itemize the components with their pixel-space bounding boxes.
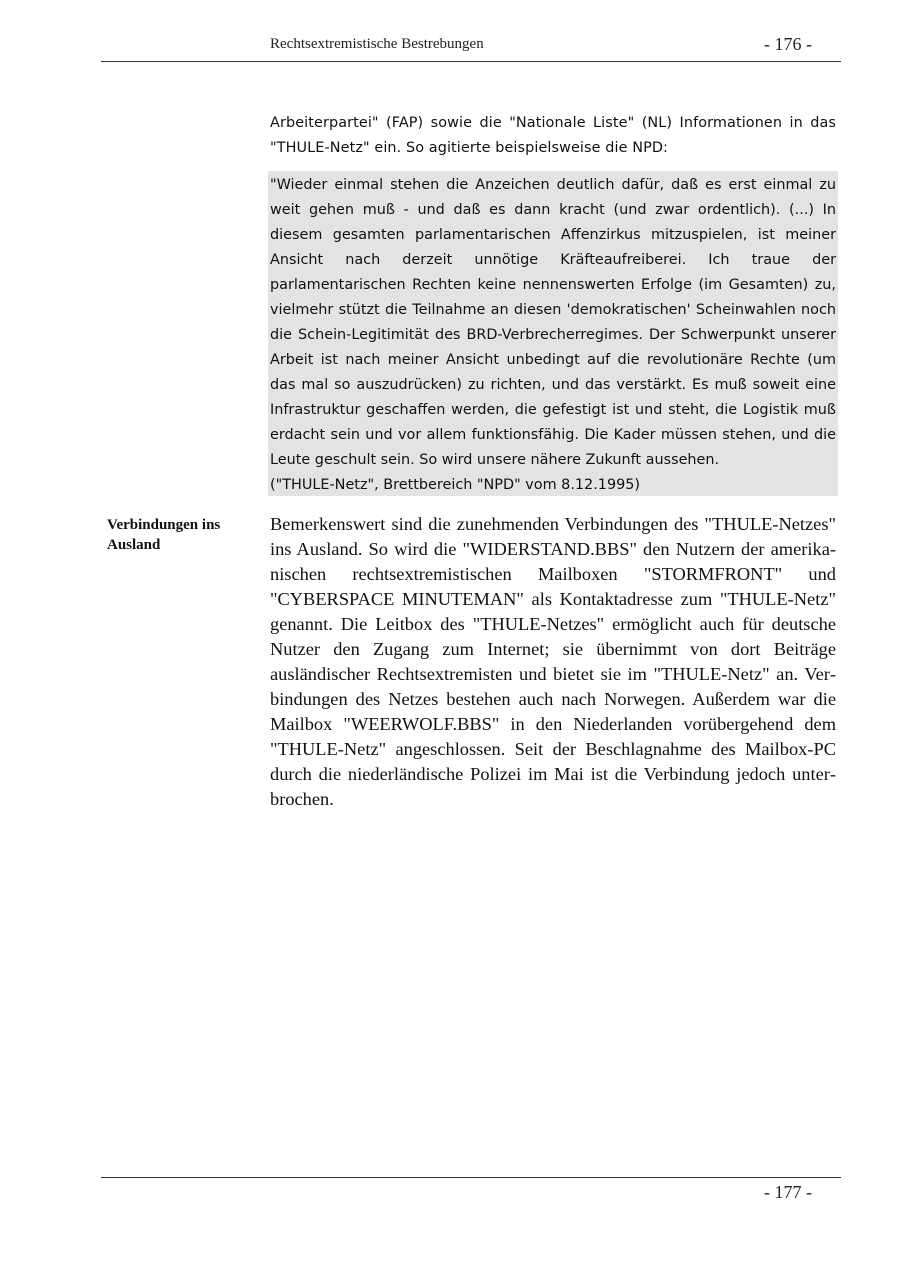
- quote-source: ("THULE-Netz", Brettbereich "NPD" vom 8.12.1995): [270, 477, 641, 493]
- header-page-number: - 176 -: [764, 34, 812, 54]
- side-heading: Verbindungen ins Ausland: [107, 517, 221, 553]
- running-header-title: Rechtsextremistische Bestrebungen: [270, 36, 484, 52]
- header-rule: [101, 61, 841, 62]
- intro-paragraph: Arbeiterpartei" (FAP) sowie die "Nationale Liste" (NL) Informationen in das "THULE-Netz" ein. So agitierte beispielsweise die NPD:: [270, 115, 836, 156]
- footer-page-number: - 177 -: [764, 1182, 812, 1202]
- quote-text: "Wieder einmal stehen die Anzeichen deutlich dafür, daß es erst einmal zu weit gehen muß - und daß es dann kracht (und zwar ordentlich). (...) In diesem gesamten parlamentarischen Affenzirkus mitzuspielen, ist meiner Ansicht nach derzeit unnötige Kräfteaufreiberei. Ich traue der parlamentarischen Rechten keine nennenswerten Erfolge (im Gesamten) zu, vielmehr stützt die Teilnahme an diesen 'demokratischen' Scheinwahlen noch die Schein-Legitimität des BRD-Verbrecherregimes. Der Schwerpunkt unserer Arbeit ist nach meiner Ansicht unbedingt auf die revolutionäre Rechte (um das mal so auszudrücken) zu richten, und das verstärkt. Es muß soweit eine Infrastruktur geschaffen werden, die gefestigt ist und steht, die Logistik muß erdacht sein und vor allem funktionsfähig. Die Kader müssen stehen, und die Leute geschult sein. So wird unsere nähere Zukunft aussehen.: [270, 177, 836, 468]
- body-paragraph: Bemerkenswert sind die zunehmenden Verbindungen des "THULE-Netzes" ins Ausland. So wird die "WIDERSTAND.BBS" den Nutzern der amerikanischen rechtsextremistischen Mailboxen "STORMFRONT" und "CYBERSPACE MINUTEMAN" als Kontaktadresse zum "THULE-Netz" genannt. Die Leitbox des "THULE-Netzes" ermöglicht auch für deutsche Nutzer den Zugang zum Internet; sie übernimmt von dort Beiträge ausländischer Rechtsextremisten und bietet sie im "THULE-Netz" an. Verbindungen des Netzes bestehen auch nach Norwegen. Außerdem war die Mailbox "WEERWOLF.BBS" in den Niederlanden vorübergehend dem "THULE-Netz" angeschlossen. Seit der Beschlagnahme des Mailbox-PC durch die niederländische Polizei im Mai ist die Verbindung jedoch unterbrochen.: [270, 514, 836, 809]
- footer-rule: [101, 1177, 841, 1178]
